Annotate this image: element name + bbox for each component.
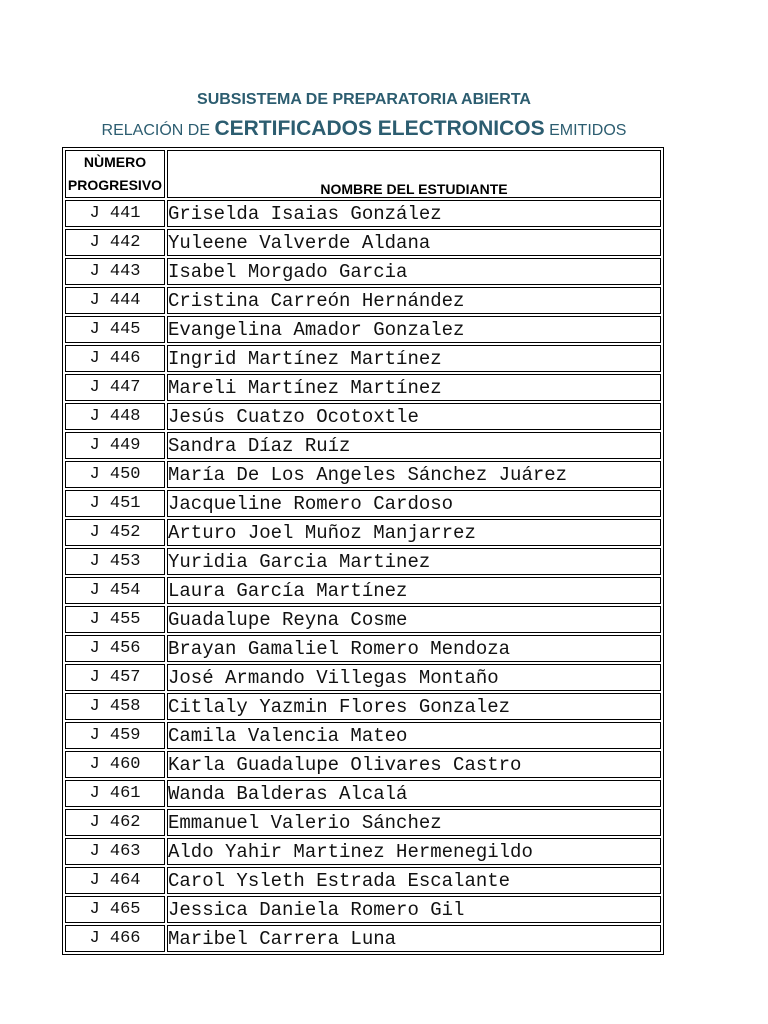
table-row — [65, 577, 661, 604]
table-row — [65, 287, 661, 314]
student-name-cell: Sandra Díaz Ruíz — [167, 432, 661, 459]
progressive-number-cell: J 442 — [65, 229, 165, 256]
student-name-cell: Evangelina Amador Gonzalez — [167, 316, 661, 343]
subtitle-prefix: RELACIÓN DE — [101, 122, 215, 139]
student-name-cell: Camila Valencia Mateo — [167, 722, 661, 749]
document-subtitle — [0, 117, 728, 141]
student-name-cell: Karla Guadalupe Olivares Castro — [167, 751, 661, 778]
student-name-cell: Mareli Martínez Martínez — [167, 374, 661, 401]
table-row — [65, 200, 661, 227]
progressive-number-cell: J 446 — [65, 345, 165, 372]
progressive-number-cell: J 448 — [65, 403, 165, 430]
student-name-cell: Laura García Martínez — [167, 577, 661, 604]
progressive-number-cell: J 462 — [65, 809, 165, 836]
table-row — [65, 838, 661, 865]
table-row — [65, 461, 661, 488]
table-row — [65, 896, 661, 923]
student-name-cell: Jessica Daniela Romero Gil — [167, 896, 661, 923]
column-header-number-line1: NÙMERO — [83, 154, 147, 170]
table-row — [65, 432, 661, 459]
progressive-number-cell: J 454 — [65, 577, 165, 604]
certificates-table — [62, 147, 664, 955]
table-row — [65, 229, 661, 256]
student-name-cell: Jacqueline Romero Cardoso — [167, 490, 661, 517]
table-row — [65, 635, 661, 662]
progressive-number-cell: J 466 — [65, 925, 165, 952]
student-name-cell: Griselda Isaias González — [167, 200, 661, 227]
student-name-cell: Cristina Carreón Hernández — [167, 287, 661, 314]
progressive-number-cell: J 451 — [65, 490, 165, 517]
table-row — [65, 693, 661, 720]
table-header-row — [65, 150, 661, 198]
subtitle-suffix: EMITIDOS — [544, 122, 627, 139]
table-row — [65, 345, 661, 372]
progressive-number-cell: J 457 — [65, 664, 165, 691]
student-name-cell: Aldo Yahir Martinez Hermenegildo — [167, 838, 661, 865]
progressive-number-cell: J 460 — [65, 751, 165, 778]
table-row — [65, 780, 661, 807]
progressive-number-cell: J 463 — [65, 838, 165, 865]
table-row — [65, 519, 661, 546]
progressive-number-cell: J 449 — [65, 432, 165, 459]
table-body — [65, 200, 661, 952]
table-row — [65, 751, 661, 778]
progressive-number-cell: J 461 — [65, 780, 165, 807]
student-name-cell: Citlaly Yazmin Flores Gonzalez — [167, 693, 661, 720]
table-row — [65, 490, 661, 517]
table-row — [65, 722, 661, 749]
progressive-number-cell: J 447 — [65, 374, 165, 401]
table-row — [65, 258, 661, 285]
student-name-cell: Isabel Morgado Garcia — [167, 258, 661, 285]
student-name-cell: Maribel Carrera Luna — [167, 925, 661, 952]
table-row — [65, 809, 661, 836]
student-name-cell: Ingrid Martínez Martínez — [167, 345, 661, 372]
student-name-cell: Yuleene Valverde Aldana — [167, 229, 661, 256]
student-name-cell: Jesús Cuatzo Ocotoxtle — [167, 403, 661, 430]
progressive-number-cell: J 464 — [65, 867, 165, 894]
progressive-number-cell: J 452 — [65, 519, 165, 546]
progressive-number-cell: J 450 — [65, 461, 165, 488]
table-row — [65, 867, 661, 894]
progressive-number-cell: J 459 — [65, 722, 165, 749]
progressive-number-cell: J 444 — [65, 287, 165, 314]
column-header-number-line2: PROGRESIVO — [67, 177, 163, 193]
table-row — [65, 316, 661, 343]
progressive-number-cell: J 455 — [65, 606, 165, 633]
student-name-cell: Wanda Balderas Alcalá — [167, 780, 661, 807]
student-name-cell: Carol Ysleth Estrada Escalante — [167, 867, 661, 894]
table-row — [65, 606, 661, 633]
document-title: SUBSISTEMA DE PREPARATORIA ABIERTA — [197, 91, 531, 108]
table-row — [65, 548, 661, 575]
student-name-cell: Brayan Gamaliel Romero Mendoza — [167, 635, 661, 662]
student-name-cell: Emmanuel Valerio Sánchez — [167, 809, 661, 836]
subtitle-emphasis: CERTIFICADOS ELECTRONICOS — [214, 117, 545, 140]
column-header-name: NOMBRE DEL ESTUDIANTE — [167, 150, 661, 198]
progressive-number-cell: J 458 — [65, 693, 165, 720]
student-name-cell: Arturo Joel Muñoz Manjarrez — [167, 519, 661, 546]
table-row — [65, 403, 661, 430]
progressive-number-cell: J 445 — [65, 316, 165, 343]
student-name-cell: María De Los Angeles Sánchez Juárez — [167, 461, 661, 488]
student-name-cell: Guadalupe Reyna Cosme — [167, 606, 661, 633]
student-name-cell: José Armando Villegas Montaño — [167, 664, 661, 691]
table-row — [65, 925, 661, 952]
table-row — [65, 664, 661, 691]
column-header-number — [65, 150, 165, 198]
student-name-cell: Yuridia Garcia Martinez — [167, 548, 661, 575]
progressive-number-cell: J 465 — [65, 896, 165, 923]
table-row — [65, 374, 661, 401]
progressive-number-cell: J 456 — [65, 635, 165, 662]
progressive-number-cell: J 443 — [65, 258, 165, 285]
progressive-number-cell: J 441 — [65, 200, 165, 227]
progressive-number-cell: J 453 — [65, 548, 165, 575]
